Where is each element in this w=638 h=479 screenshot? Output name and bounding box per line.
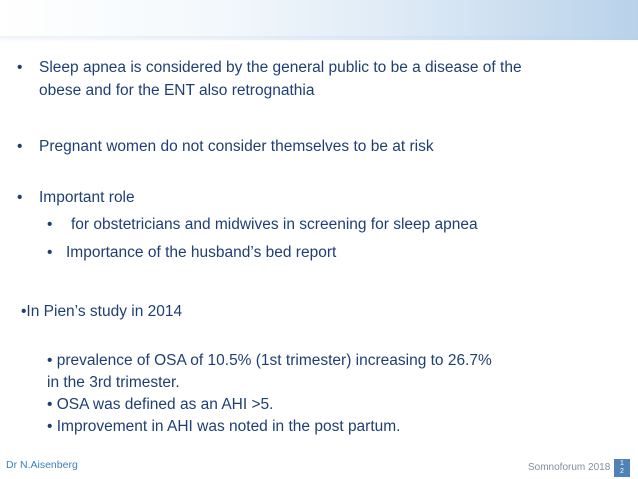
bullet-1-line-2: obese and for the ENT also retrognathia: [39, 82, 315, 99]
bullet-4-sub-2: • OSA was defined as an AHI >5.: [47, 396, 274, 413]
bullet-3-sub-1: for obstetricians and midwives in screening for sleep apnea: [71, 216, 478, 233]
page-number-badge: [614, 459, 630, 477]
bullet-4-sub-1-line-1: • prevalence of OSA of 10.5% (1st trimester) increasing to 26.7%: [47, 352, 492, 369]
sub-bullet-marker: •: [47, 244, 53, 261]
sub-bullet-marker: •: [47, 216, 53, 233]
bullet-4-sub-1-line-2: in the 3rd trimester.: [47, 374, 180, 391]
bullet-3-text: Important role: [39, 189, 135, 206]
bullet-4-sub-3: • Improvement in AHI was noted in the post partum.: [47, 418, 401, 435]
header-banner-shadow: [0, 36, 638, 42]
footer-event: Somnoforum 2018: [528, 462, 611, 473]
bullet-2-text: Pregnant women do not consider themselves to be at risk: [39, 138, 434, 155]
page-number-top: 1: [620, 460, 624, 467]
bullet-3-sub-2: Importance of the husband’s bed report: [66, 244, 337, 261]
bullet-4-text: •In Pien’s study in 2014: [21, 303, 183, 320]
bullet-marker: •: [17, 189, 23, 206]
bullet-marker: •: [17, 138, 23, 155]
page-number-bottom: 2: [620, 468, 624, 475]
bullet-marker: •: [17, 59, 23, 76]
bullet-1-line-1: Sleep apnea is considered by the general public to be a disease of the: [39, 59, 522, 76]
footer-author: Dr N.Aisenberg: [6, 459, 78, 471]
header-banner: [0, 0, 638, 40]
